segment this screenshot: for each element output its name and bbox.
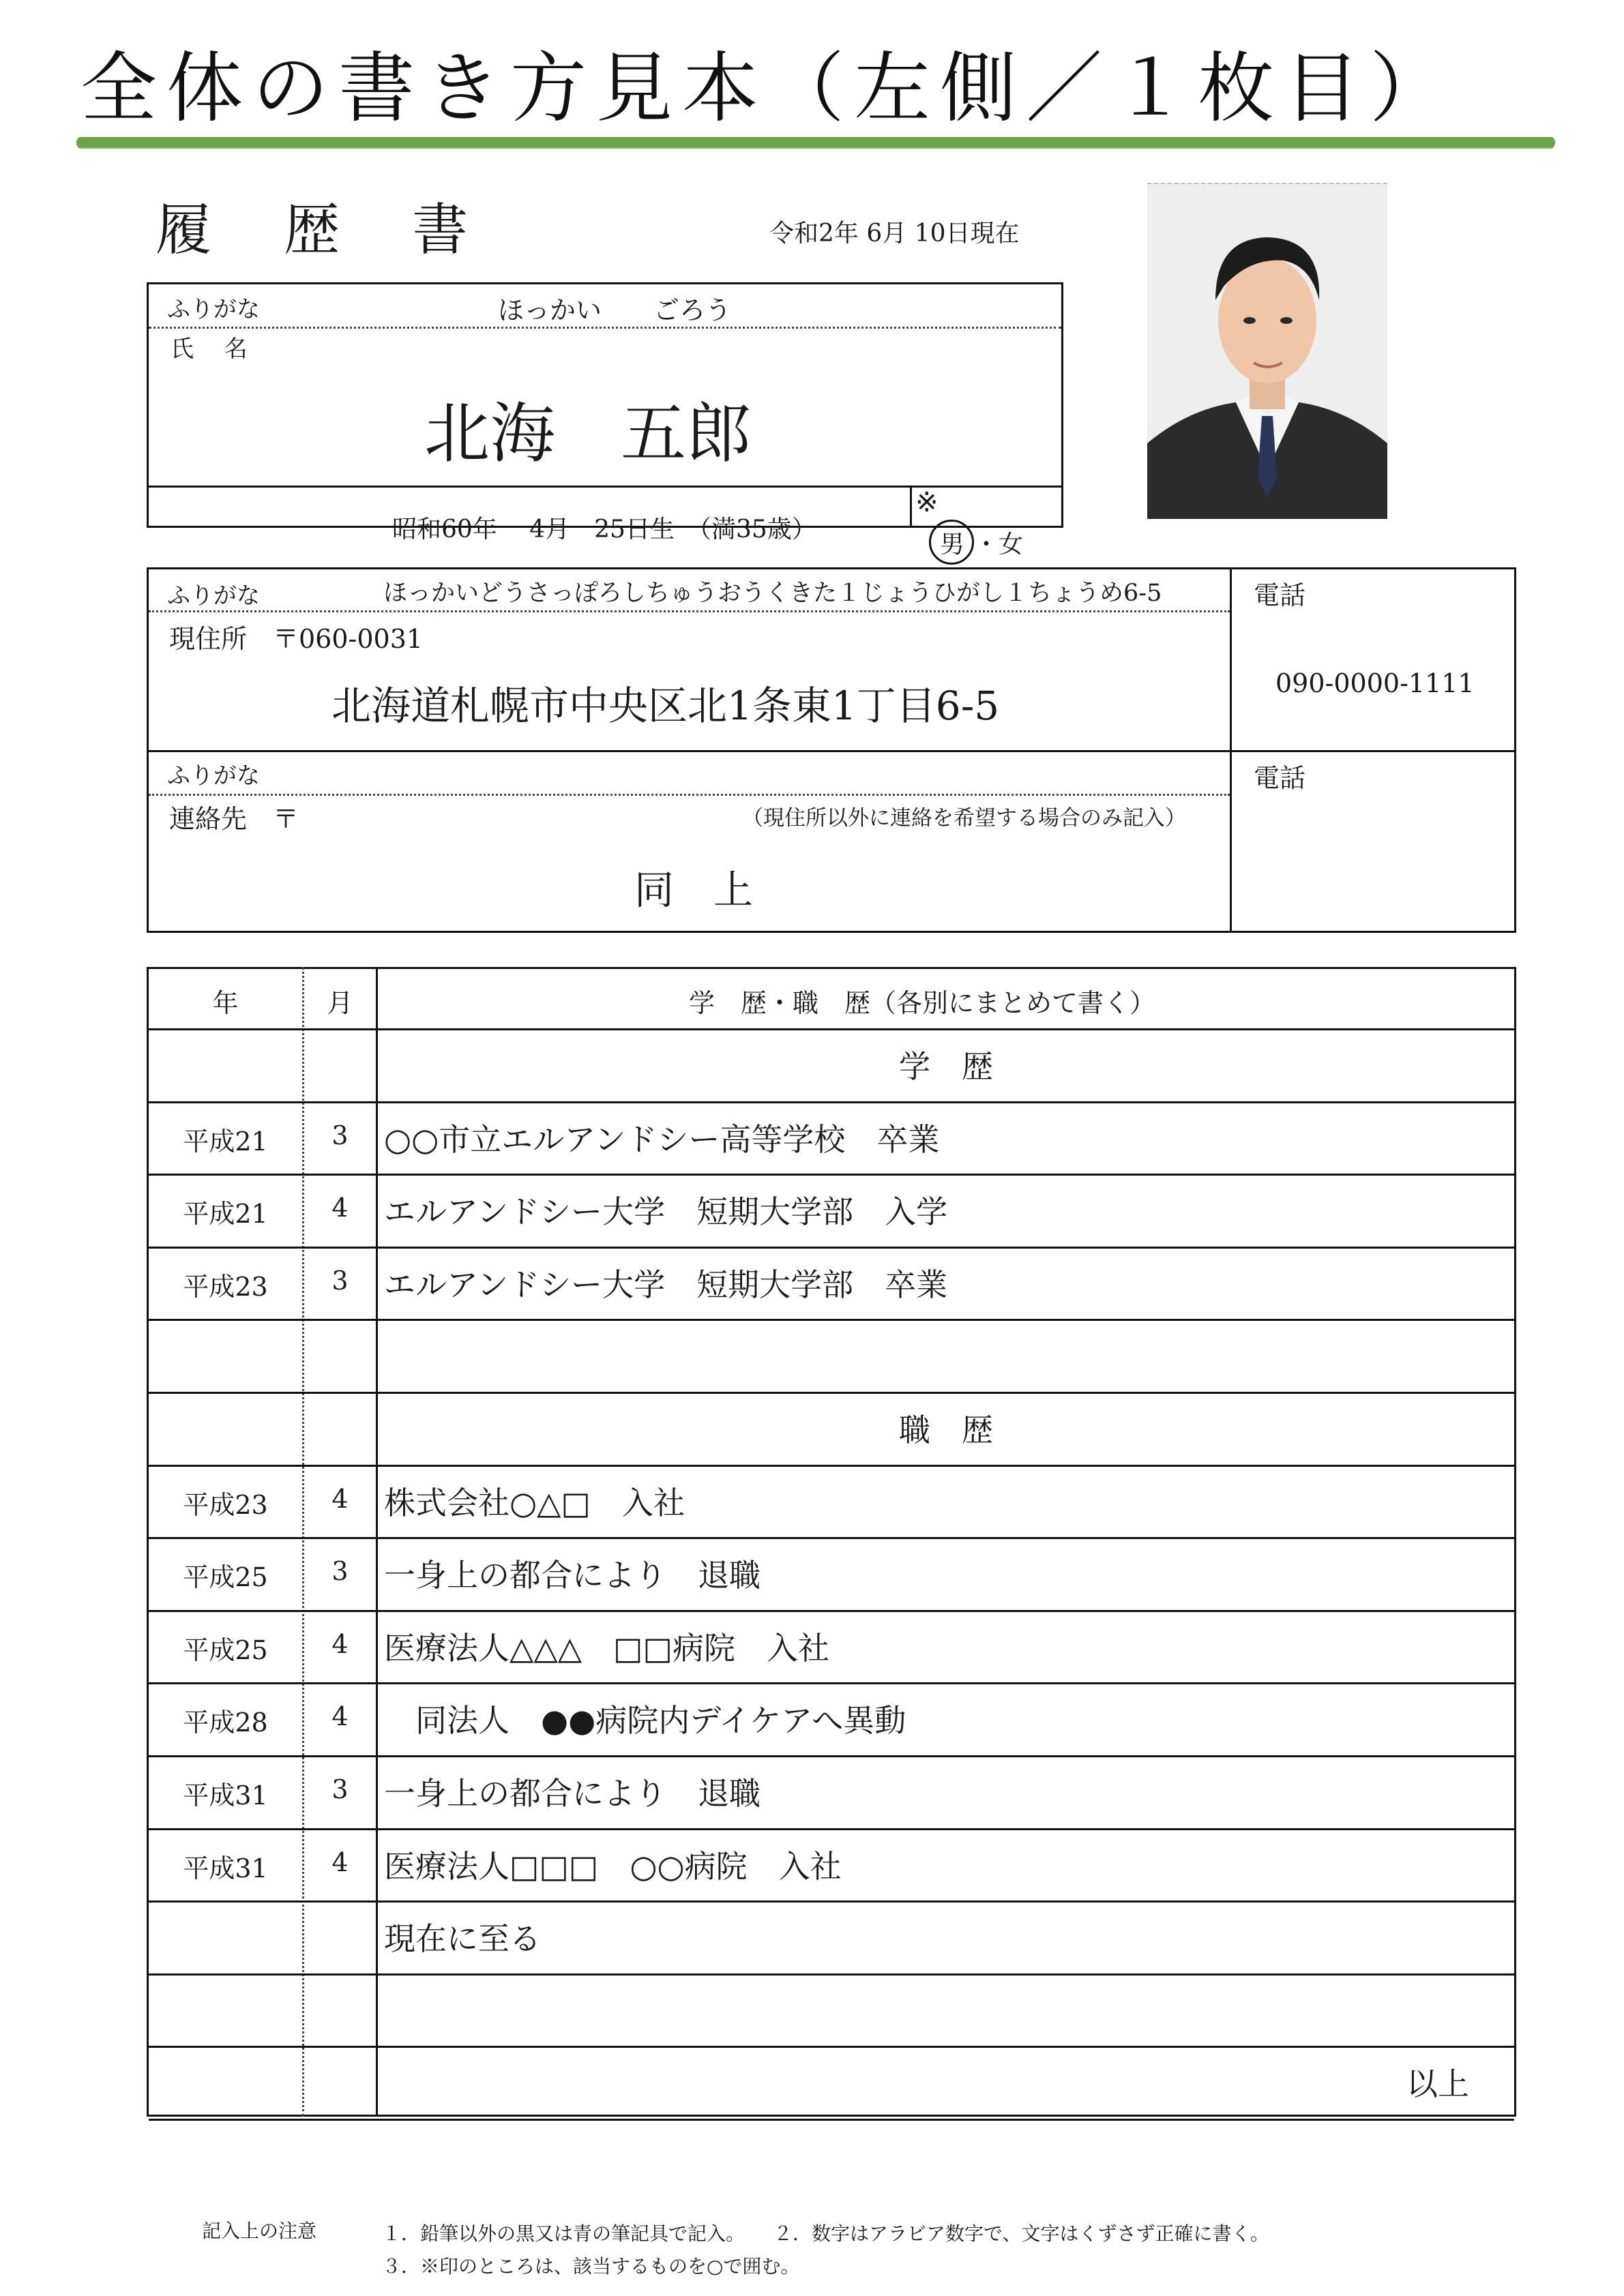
resume-title: 履 歴 書	[156, 198, 496, 263]
history-row-divider	[149, 1682, 1514, 1684]
address-furigana: ほっかいどうさっぽろしちゅうおうくきた１じょうひがし１ちょうめ6-5	[383, 580, 1162, 607]
history-row-text: 以上	[1406, 2066, 1469, 2103]
history-row-text: 株式会社○△□ 入社	[384, 1484, 685, 1521]
history-row-divider	[149, 1319, 1514, 1321]
history-row-month: 3	[331, 1774, 349, 1804]
history-row-year: 平成28	[183, 1708, 268, 1738]
history-row-text: エルアンドシー大学 短期大学部 卒業	[384, 1266, 948, 1303]
history-row-text: 一身上の都合により 退職	[384, 1775, 761, 1812]
history-row-year: 平成21	[183, 1199, 268, 1229]
name-label: 氏 名	[171, 336, 248, 363]
contact-furigana-label: ふりがな	[167, 762, 260, 790]
history-row-month: 4	[331, 1193, 349, 1223]
history-row-divider	[149, 1101, 1514, 1103]
history-row-month: 4	[331, 1483, 349, 1514]
gender-male: 男	[940, 531, 965, 558]
history-row-year: 平成25	[183, 1562, 268, 1593]
history-row-divider	[149, 1028, 1514, 1030]
history-row-year: 平成23	[183, 1271, 268, 1302]
history-row-text: 現在に至る	[384, 1920, 541, 1958]
history-row-text: エルアンドシー大学 短期大学部 入学	[384, 1193, 948, 1231]
history-row-text: 同法人 ●●病院内デイケアへ異動	[384, 1702, 906, 1740]
history-row-text: 学 歴	[899, 1048, 993, 1085]
notes-heading: 記入上の注意	[202, 2220, 317, 2242]
id-photo	[1147, 183, 1387, 519]
history-row-divider	[149, 1465, 1514, 1467]
page-title: 全体の書き方見本（左側／１枚目）	[80, 44, 1456, 133]
birth-date: 昭和60年 4月 25日生 （満35歳）	[392, 516, 816, 543]
history-row-text: 医療法人△△△ □□病院 入社	[384, 1629, 830, 1667]
name-furigana: ほっかい ごろう	[498, 295, 732, 325]
history-row-divider	[149, 2119, 1514, 2121]
history-row-month: 3	[331, 1120, 349, 1150]
address-furigana-divider	[149, 610, 1230, 612]
history-row-month: 3	[331, 1265, 349, 1296]
address-furigana-label: ふりがな	[167, 582, 260, 610]
history-row-divider	[149, 1247, 1514, 1249]
history-row-divider	[149, 1900, 1514, 1903]
history-row-text: ○○市立エルアンドシー高等学校 卒業	[384, 1120, 940, 1158]
history-row-year: 平成31	[183, 1780, 268, 1810]
history-row-divider	[149, 2046, 1514, 2048]
history-row-year: 平成25	[183, 1635, 268, 1665]
phone-number: 090-0000-1111	[1275, 668, 1475, 698]
contact-value: 同 上	[634, 867, 754, 913]
contact-label: 連絡先 〒	[169, 804, 299, 834]
brush-underline	[76, 138, 1555, 147]
history-row-divider	[149, 1755, 1514, 1757]
history-row-month: 4	[331, 1628, 349, 1659]
history-row-month: 3	[331, 1556, 349, 1587]
gender-divider	[910, 486, 912, 528]
history-row-month: 4	[331, 1701, 349, 1732]
notes-line-2: ３．※印のところは、該当するものを○で囲む。	[382, 2255, 800, 2278]
address-label: 現住所 〒060-0031	[169, 624, 424, 654]
contact-furigana-divider	[149, 794, 1230, 796]
history-row-year: 平成31	[183, 1853, 268, 1883]
address: 北海道札幌市中央区北1条東1丁目6-5	[331, 683, 1000, 729]
history-row-text: 医療法人□□□ ○○病院 入社	[384, 1847, 842, 1885]
contact-phone-label: 電話	[1254, 763, 1306, 793]
phone-label: 電話	[1254, 580, 1306, 610]
current-date: 令和2年 6月 10日現在	[769, 220, 1020, 248]
history-row-divider	[149, 1973, 1514, 1976]
notes-line-1: １．鉛筆以外の黒又は青の筆記具で記入。 ２．数字はアラビア数字で、文字はくずさず正確に書く。	[382, 2222, 1269, 2245]
full-name: 北海 五郎	[424, 396, 752, 472]
history-month-content-divider	[376, 967, 378, 2117]
history-row-divider	[149, 1828, 1514, 1830]
name-furigana-divider	[149, 327, 1061, 329]
history-row-divider	[149, 1174, 1514, 1176]
name-furigana-label: ふりがな	[167, 296, 260, 323]
history-row-year: 平成21	[183, 1126, 268, 1157]
history-row-divider	[149, 1537, 1514, 1539]
gender-mark: ※	[915, 487, 939, 518]
history-header-year: 年	[212, 988, 239, 1018]
address-contact-divider	[149, 750, 1514, 752]
history-row-text: 一身上の都合により 退職	[384, 1557, 761, 1594]
history-row-divider	[149, 1610, 1514, 1612]
history-row-month: 4	[331, 1847, 349, 1877]
history-row-divider	[149, 1392, 1514, 1394]
history-header-month: 月	[327, 988, 353, 1018]
contact-note: （現住所以外に連絡を希望する場合のみ記入）	[742, 806, 1186, 831]
history-header-content: 学 歴・職 歴（各別にまとめて書く）	[689, 988, 1156, 1018]
history-row-year: 平成23	[183, 1489, 268, 1520]
gender-female: ・女	[974, 531, 1024, 558]
history-row-text: 職 歴	[899, 1412, 993, 1448]
